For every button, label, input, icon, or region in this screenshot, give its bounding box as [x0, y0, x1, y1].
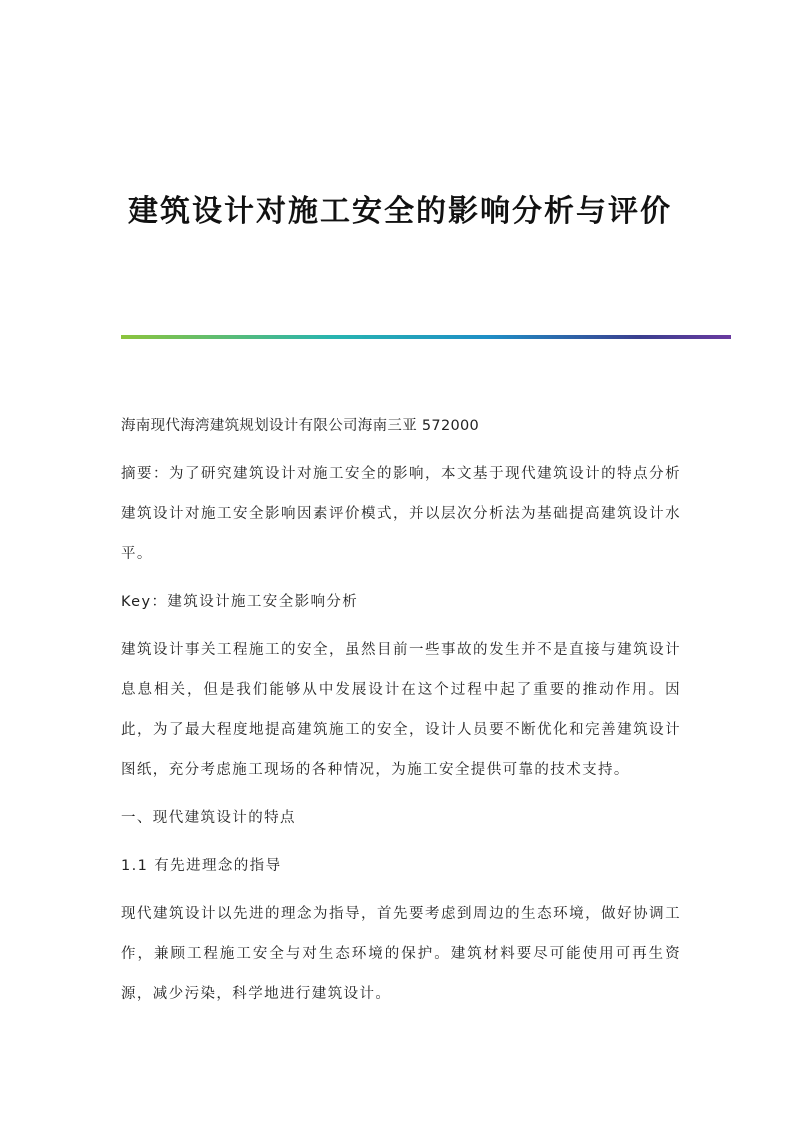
subsection-heading: 1.1 有先进理念的指导 [121, 858, 282, 874]
abstract-paragraph: 摘要：为了研究建筑设计对施工安全的影响，本文基于现代建筑设计的特点分析建筑设计对施工安全影响因素评价模式，并以层次分析法为基础提高建筑设计水平。 [121, 466, 681, 562]
affiliation-line: 海南现代海湾建筑规划设计有限公司海南三亚 572000 [121, 418, 480, 434]
subsection-paragraph: 现代建筑设计以先进的理念为指导，首先要考虑到周边的生态环境，做好协调工作，兼顾工程施工安全与对生态环境的保护。建筑材料要尽可能使用可再生资源，减少污染，科学地进行建筑设计。 [121, 906, 681, 1002]
title-divider-rule [121, 335, 731, 339]
keywords-line: Key：建筑设计施工安全影响分析 [121, 594, 359, 610]
document-title: 建筑设计对施工安全的影响分析与评价 [128, 194, 672, 229]
intro-paragraph: 建筑设计事关工程施工的安全，虽然目前一些事故的发生并不是直接与建筑设计息息相关，但是我们能够从中发展设计在这个过程中起了重要的推动作用。因此，为了最大程度地提高建筑施工的安全，设计人员要不断优化和完善建筑设计图纸，充分考虑施工现场的各种情况，为施工安全提供可靠的技术支持。 [121, 642, 681, 778]
section-heading: 一、现代建筑设计的特点 [121, 810, 296, 826]
document-body [121, 406, 681, 1014]
